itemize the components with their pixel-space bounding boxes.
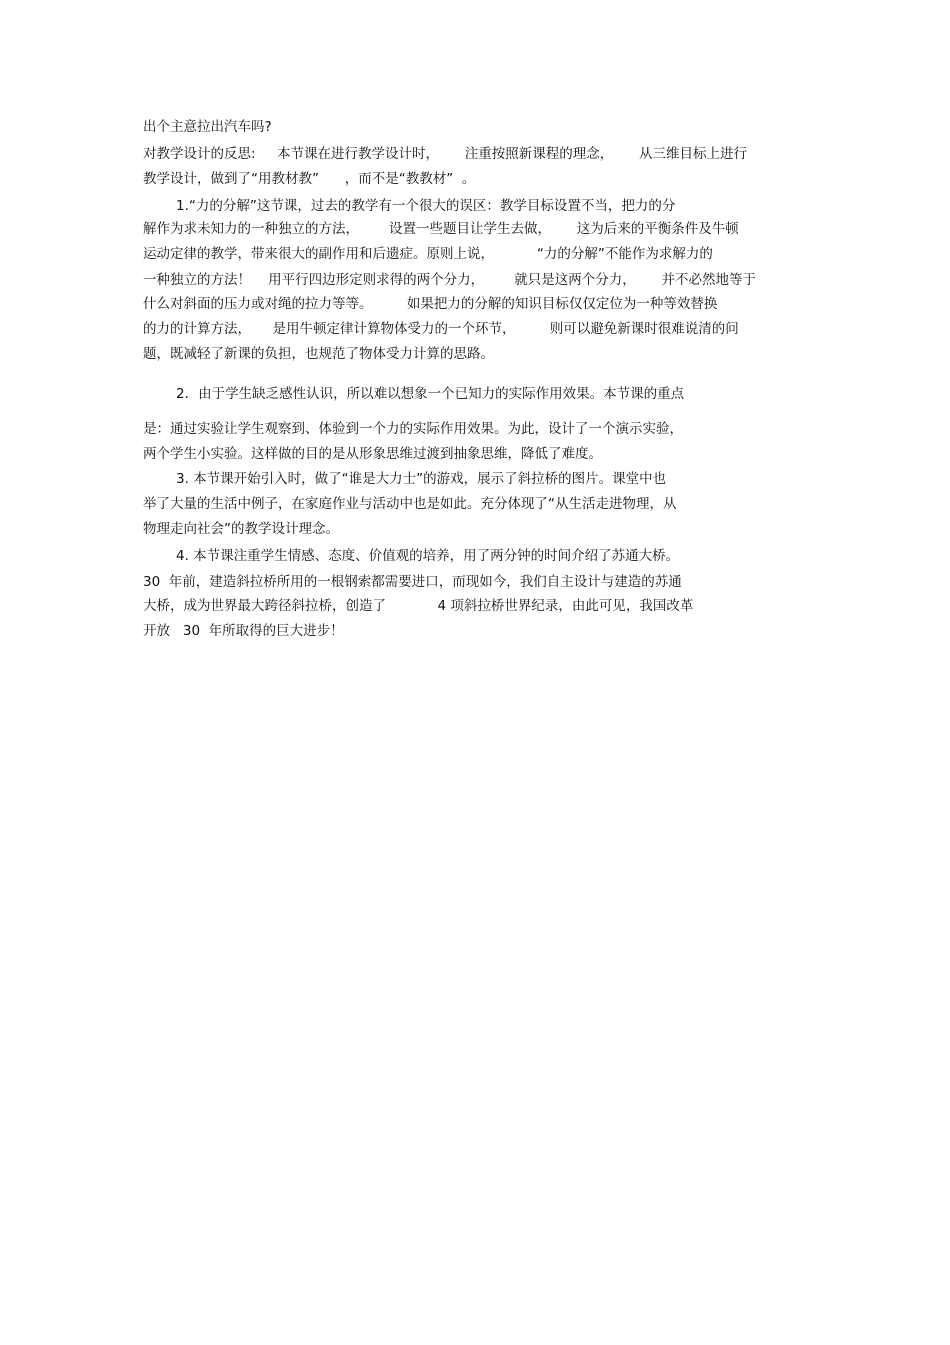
text-line-7: 一种独立的方法！ 用平行四边形定则求得的两个分力， 就只是这两个分力， 并不必然地等于 xyxy=(143,272,756,288)
text-line-11: 2．由于学生缺乏感性认识，所以难以想象一个已知力的实际作用效果。本节课的重点 xyxy=(176,386,685,402)
text-line-10: 题，既减轻了新课的负担，也规范了物体受力计算的思路。 xyxy=(143,346,494,362)
text-line-14: 3. 本节课开始引入时，做了“谁是大力士”的游戏，展示了斜拉桥的图片。课堂中也 xyxy=(176,471,667,487)
text-line-13: 两个学生小实验。这样做的目的是从形象思维过渡到抽象思维，降低了难度。 xyxy=(143,446,602,462)
text-line-20: 开放 30 年所取得的巨大进步！ xyxy=(143,623,344,639)
text-line-17: 4. 本节课注重学生情感、态度、价值观的培养，用了两分钟的时间介绍了苏通大桥。 xyxy=(176,548,680,564)
text-line-16: 物理走向社会”的教学设计理念。 xyxy=(143,521,339,537)
text-line-6: 运动定律的教学，带来很大的副作用和后遗症。原则上说， “力的分解”不能作为求解力的 xyxy=(143,246,713,262)
text-line-1: 出个主意拉出汽车吗? xyxy=(143,119,272,135)
text-line-4: 1.“力的分解”这节课，过去的教学有一个很大的误区：教学目标设置不当，把力的分 xyxy=(176,198,676,214)
text-line-12: 是：通过实验让学生观察到、体验到一个力的实际作用效果。为此，设计了一个演示实验， xyxy=(143,421,683,437)
text-line-8: 什么对斜面的压力或对绳的拉力等等。 如果把力的分解的知识目标仅仅定位为一种等效替换 xyxy=(143,296,718,312)
text-line-19: 大桥，成为世界最大跨径斜拉桥，创造了 4 项斜拉桥世界纪录，由此可见，我国改革 xyxy=(143,598,694,614)
text-line-2: 对教学设计的反思: 本节课在进行教学设计时， 注重按照新课程的理念， 从三维目标上进行 xyxy=(143,146,747,162)
text-line-18: 30 年前，建造斜拉桥所用的一根钢索都需要进口，而现如今，我们自主设计与建造的苏通 xyxy=(143,574,682,590)
text-line-5: 解作为求未知力的一种独立的方法， 设置一些题目让学生去做， 这为后来的平衡条件及牛顿 xyxy=(143,221,739,237)
text-line-3: 教学设计，做到了“用教材教” ，而不是“教教材” 。 xyxy=(143,171,476,187)
text-line-15: 举了大量的生活中例子，在家庭作业与活动中也是如此。充分体现了“从生活走进物理，从 xyxy=(143,496,677,512)
text-line-9: 的力的计算方法， 是用牛顿定律计算物体受力的一个环节， 则可以避免新课时很难说清的问 xyxy=(143,321,739,337)
